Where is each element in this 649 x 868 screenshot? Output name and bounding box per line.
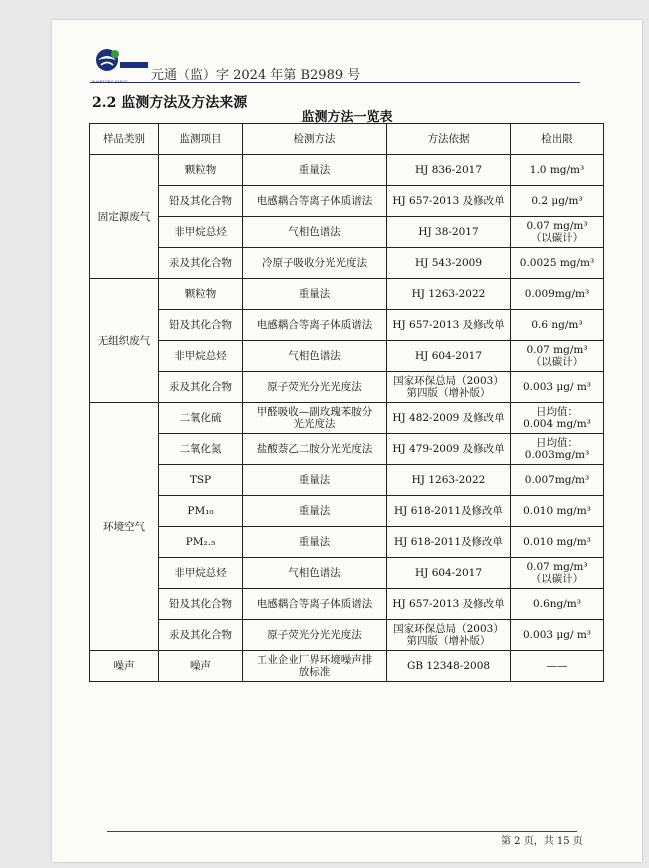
- item-cell: 非甲烷总烃: [159, 558, 243, 589]
- basis-cell: [387, 620, 511, 651]
- item-cell: TSP: [159, 465, 243, 496]
- table-row: [90, 310, 604, 341]
- item-cell: 铅及其化合物: [159, 589, 243, 620]
- method-cell: 原子荧光分光光度法: [243, 620, 387, 651]
- limit-cell: 0.0025 mg/m³: [511, 248, 604, 279]
- limit-line: 0.004 mg/m³: [523, 418, 591, 430]
- table-header-row: [90, 124, 604, 155]
- category-cell: 环境空气: [90, 403, 159, 651]
- section-title: 2.2 监测方法及方法来源: [92, 95, 248, 111]
- method-cell: 气相色谱法: [243, 558, 387, 589]
- limit-line: 日均值：: [536, 437, 578, 449]
- method-cell: 气相色谱法: [243, 341, 387, 372]
- page-number: 第 2 页，共 15 页: [501, 836, 583, 847]
- basis-cell: HJ 657-2013 及修改单: [387, 186, 511, 217]
- method-cell: 电感耦合等离子体质谱法: [243, 589, 387, 620]
- document-page: [52, 20, 642, 862]
- header-cell-basis: 方法依据: [387, 124, 511, 155]
- basis-cell: HJ 38-2017: [387, 217, 511, 248]
- category-cell: 无组织废气: [90, 279, 159, 403]
- item-cell: PM₂.₅: [159, 527, 243, 558]
- limit-cell: 0.003 μg/ m³: [511, 620, 604, 651]
- limit-line: 0.003mg/m³: [524, 449, 590, 461]
- basis-cell: [387, 372, 511, 403]
- item-cell: 二氧化硫: [159, 403, 243, 434]
- limit-cell: 0.6 ng/m³: [511, 310, 604, 341]
- limit-cell: 0.010 mg/m³: [511, 527, 604, 558]
- basis-cell: HJ 836-2017: [387, 155, 511, 186]
- table-row: [90, 434, 604, 465]
- method-cell: 重量法: [243, 279, 387, 310]
- item-cell: 铅及其化合物: [159, 310, 243, 341]
- header-rule: [90, 82, 580, 83]
- basis-cell: GB 12348-2008: [387, 651, 511, 682]
- method-line: 工业企业厂界环境噪声排: [256, 654, 373, 666]
- table-row: [90, 217, 604, 248]
- table-title: 监测方法一览表: [301, 110, 393, 125]
- limit-line: 0.07 mg/m³: [526, 344, 588, 356]
- method-cell: [243, 403, 387, 434]
- table-row: [90, 527, 604, 558]
- table-row: [90, 403, 604, 434]
- item-cell: 非甲烷总烃: [159, 217, 243, 248]
- company-logo-icon: [93, 48, 149, 80]
- table-row: [90, 558, 604, 589]
- limit-cell: 0.009mg/m³: [511, 279, 604, 310]
- item-cell: 汞及其化合物: [159, 620, 243, 651]
- document-number: 元通（监）字 2024 年第 B2989 号: [151, 68, 361, 83]
- table-row: [90, 155, 604, 186]
- basis-line: 国家环保总局（2003）: [393, 375, 504, 387]
- basis-cell: HJ 479-2009 及修改单: [387, 434, 511, 465]
- basis-line: 第四版（增补版）: [406, 387, 491, 399]
- limit-line: （以碳计）: [530, 573, 584, 585]
- limit-cell: [511, 403, 604, 434]
- method-cell: 原子荧光分光光度法: [243, 372, 387, 403]
- method-cell: 重量法: [243, 465, 387, 496]
- table-row: [90, 248, 604, 279]
- header-cell-limit: 检出限: [511, 124, 604, 155]
- basis-cell: HJ 1263-2022: [387, 279, 511, 310]
- limit-cell: 0.2 μg/m³: [511, 186, 604, 217]
- limit-line: （以碳计）: [530, 356, 584, 368]
- limit-line: （以碳计）: [530, 232, 584, 244]
- limit-line: 0.07 mg/m³: [526, 220, 588, 232]
- method-cell: 重量法: [243, 527, 387, 558]
- item-cell: 噪声: [159, 651, 243, 682]
- method-line: 甲醛吸收—副玫瑰苯胺分: [256, 406, 373, 418]
- limit-line: 0.07 mg/m³: [526, 561, 588, 573]
- table-row: [90, 589, 604, 620]
- table-row: [90, 496, 604, 527]
- method-cell: 电感耦合等离子体质谱法: [243, 310, 387, 341]
- method-cell: 盐酸萘乙二胺分光光度法: [243, 434, 387, 465]
- limit-cell: [511, 217, 604, 248]
- limit-cell: [511, 434, 604, 465]
- table-row: [90, 620, 604, 651]
- item-cell: 汞及其化合物: [159, 248, 243, 279]
- method-cell: 冷原子吸收分光光度法: [243, 248, 387, 279]
- header-cell-method: 检测方法: [243, 124, 387, 155]
- method-cell: 重量法: [243, 496, 387, 527]
- category-cell: 固定源废气: [90, 155, 159, 279]
- basis-cell: HJ 543-2009: [387, 248, 511, 279]
- method-cell: [243, 651, 387, 682]
- basis-cell: HJ 657-2013 及修改单: [387, 310, 511, 341]
- method-line: 放标准: [298, 666, 331, 678]
- item-cell: 铅及其化合物: [159, 186, 243, 217]
- limit-cell: 1.0 mg/m³: [511, 155, 604, 186]
- limit-cell: 0.007mg/m³: [511, 465, 604, 496]
- item-cell: 汞及其化合物: [159, 372, 243, 403]
- basis-cell: HJ 1263-2022: [387, 465, 511, 496]
- basis-line: 第四版（增补版）: [406, 635, 491, 647]
- method-line: 光光度法: [293, 418, 336, 430]
- item-cell: 颗粒物: [159, 155, 243, 186]
- table-row: [90, 279, 604, 310]
- category-cell: 噪声: [90, 651, 159, 682]
- limit-cell: ——: [511, 651, 604, 682]
- header-cell-item: 监测项目: [159, 124, 243, 155]
- basis-line: 国家环保总局（2003）: [393, 623, 504, 635]
- limit-cell: [511, 558, 604, 589]
- item-cell: 非甲烷总烃: [159, 341, 243, 372]
- header-cell-category: 样品类别: [90, 124, 159, 155]
- basis-cell: HJ 604-2017: [387, 341, 511, 372]
- item-cell: 二氧化氮: [159, 434, 243, 465]
- table-row: [90, 341, 604, 372]
- basis-cell: HJ 618-2011及修改单: [387, 527, 511, 558]
- basis-cell: HJ 604-2017: [387, 558, 511, 589]
- method-cell: 气相色谱法: [243, 217, 387, 248]
- basis-cell: HJ 657-2013 及修改单: [387, 589, 511, 620]
- table-row: [90, 651, 604, 682]
- item-cell: 颗粒物: [159, 279, 243, 310]
- basis-cell: HJ 618-2011及修改单: [387, 496, 511, 527]
- basis-cell: HJ 482-2009 及修改单: [387, 403, 511, 434]
- limit-cell: 0.6ng/m³: [511, 589, 604, 620]
- limit-cell: 0.010 mg/m³: [511, 496, 604, 527]
- table-row: [90, 372, 604, 403]
- limit-cell: [511, 341, 604, 372]
- table-row: [90, 186, 604, 217]
- method-cell: 重量法: [243, 155, 387, 186]
- method-cell: 电感耦合等离子体质谱法: [243, 186, 387, 217]
- limit-line: 日均值：: [536, 406, 578, 418]
- methods-table: [89, 123, 604, 682]
- table-row: [90, 465, 604, 496]
- item-cell: PM₁₀: [159, 496, 243, 527]
- logo-text: YUANTONG JIANCE: [92, 80, 128, 84]
- limit-cell: 0.003 μg/ m³: [511, 372, 604, 403]
